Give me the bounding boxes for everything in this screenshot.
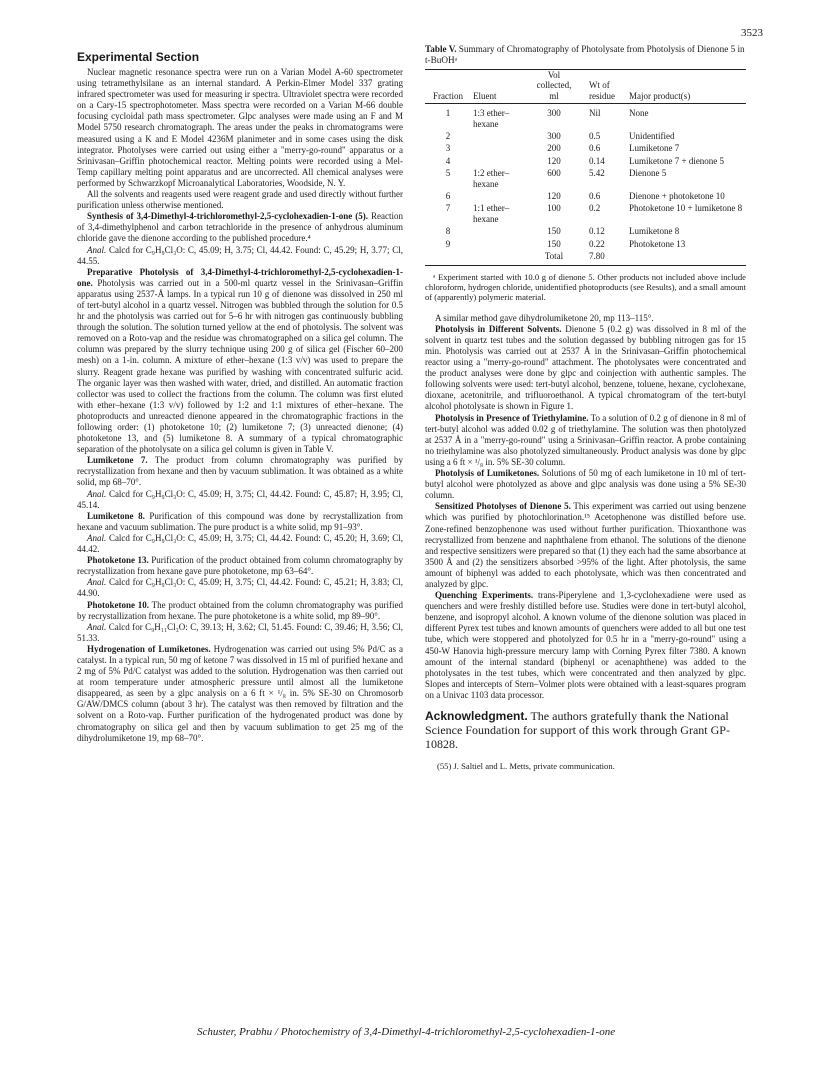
table-row	[425, 167, 746, 190]
paragraph-text: The product from column chromatography was purified by recrystallization from hexane and then by vacuum sublimation. It was obtained as a white solid, mp 68–70°.	[77, 455, 403, 488]
paragraph	[425, 313, 746, 324]
cell-weight: Nil	[589, 108, 601, 119]
page-number: 3523	[741, 27, 763, 39]
cell-fraction: 5	[445, 168, 451, 179]
cell-eluent: 1:2 ether–hexane	[473, 168, 510, 189]
cell-product: Photoketone 13	[629, 238, 686, 249]
cell-product: None	[629, 108, 649, 119]
reference-55: (55) J. Saltiel and L. Metts, private communication.	[437, 761, 615, 771]
cell-eluent: 1:3 ether–hexane	[473, 108, 510, 129]
header-weight: Wt of residue	[579, 70, 627, 104]
paragraph	[77, 600, 403, 622]
cell-volume: 150	[547, 238, 561, 249]
cell-product: Lumiketone 8	[629, 226, 680, 237]
paragraph	[77, 555, 403, 577]
right-column	[425, 44, 746, 771]
paragraph	[77, 189, 403, 211]
cell-fraction: 8	[445, 226, 451, 237]
cell-fraction: 3	[445, 143, 451, 154]
acknowledgment	[425, 709, 746, 751]
cell-weight: 0.6	[589, 191, 601, 202]
table-row	[425, 238, 746, 250]
paragraph	[77, 511, 403, 533]
acknowledgment-text: The authors gratefully thank the National Science Foundation for support of this work through Grant GP-10828.	[425, 709, 730, 751]
cell-weight: 0.5	[589, 131, 601, 142]
paragraph-text: To a solution of 0.2 g of dienone in 8 ml of tert-butyl alcohol was added 0.02 g of triethylamine. The solution was then photolyzed at 2537 Å in a "merry-go-round" using a Srinivasan–Griffin reactor. A probe containing no triethylamine was also photolyzed simultaneously. Product analysis was done by glpc using a 6 ft × ¹/₈ in. 5% SE-30 column.	[425, 412, 746, 467]
paragraph	[77, 533, 403, 555]
paragraph	[77, 245, 403, 267]
cell-volume: 200	[547, 143, 561, 154]
cell-weight: 0.6	[589, 143, 601, 154]
header-fraction: Fraction	[425, 70, 471, 104]
table-row	[425, 155, 746, 167]
table-row	[425, 202, 746, 225]
paragraph	[77, 489, 403, 511]
cell-volume: 150	[547, 226, 561, 237]
table-row	[425, 225, 746, 237]
table-total-row	[425, 250, 746, 265]
paragraph-text: Purification of this compound was done by recrystallization from hexane and vacuum sublimation. The pure product is a white solid, mp 91–93°.	[77, 510, 403, 532]
cell-fraction: 2	[445, 131, 451, 142]
cell-eluent: 1:1 ether–hexane	[473, 203, 510, 224]
cell-volume: 100	[547, 203, 561, 214]
paragraph-text: Calcd for C₉H₉Cl₃O: C, 45.09; H, 3.75; Cl, 44.42. Found: C, 45.20; H, 3.69; Cl, 44.42.	[77, 532, 403, 555]
cell-fraction: 7	[445, 203, 451, 214]
paragraph-heading: Hydrogenation of Lumiketones.	[87, 643, 211, 654]
cell-volume: 120	[547, 155, 561, 166]
paragraph-text: A similar method gave dihydrolumiketone 20, mp 113–115°.	[435, 312, 654, 323]
paragraph-heading: Anal.	[87, 488, 107, 499]
paragraph	[425, 468, 746, 501]
paragraph-heading: Photoketone 13.	[87, 555, 149, 566]
paragraph-text: trans-Piperylene and 1,3-cyclohexadiene were used as quenchers and were freshly distilled before use. Studies were done in tert-butyl alcohol, benzene, and isopropyl alcohol. A known volume of the dienone solution was placed in different Pyrex test tubes and known amounts of quenchers were added to all but one test tube, which were stoppered and photolyzed for 0.5 hr in a "merry-go-round" using a 450-W Hanovia high-pressure mercury lamp with Corning Pyrex filter 7380. A known amount of the internal standard (biphenyl or acenaphthene) was added to the photolysates in the test tubes, which were concentrated and then analyzed by glpc. Slopes and intercepts of Stern–Volmer plots were obtained with a least-squares program on a Univac 1103 data processor.	[425, 590, 746, 700]
paragraph	[77, 577, 403, 599]
paragraph	[77, 622, 403, 644]
cell-eluent	[471, 238, 529, 250]
paragraph-heading: Photolysis in Presence of Triethylamine.	[435, 412, 589, 423]
cell-eluent	[471, 155, 529, 167]
table-title: Summary of Chromatography of Photolysate from Photolysis of Dienone 5 in t-BuOHᵃ	[425, 44, 745, 65]
cell-weight: 0.22	[589, 238, 605, 249]
paragraph	[425, 590, 746, 701]
cell-volume: 600	[547, 168, 561, 179]
header-eluent: Eluent	[471, 70, 529, 104]
total-value: 7.80	[579, 250, 627, 265]
paragraph-heading: Quenching Experiments.	[435, 590, 534, 601]
paragraph	[425, 501, 746, 590]
paragraph-text: Hydrogenation was carried out using 5% Pd/C as a catalyst. In a typical run, 50 mg of ketone 7 was dissolved in 15 ml of purified hexane and 2 mg of 5% Pd/C catalyst was added to the solution. Hydrogenation was then carried out at room temperature under atmospheric pressure until almost all the lumiketone disappeared, as seen by a glpc analysis on a 6 ft × ¹/₈ in. 5% SE-30 on Chromosorb G/AW/DMCS column (about 3 hr). The catalyst was then removed by filtration and the solvent on a Roto-vap. Further purification of the hydrogenated product was done by chromatography on silica gel and then by vacuum sublimation to get 25 mg of the dihydrolumiketone 19, mp 68–70°.	[77, 643, 404, 743]
paragraph	[77, 267, 403, 456]
table-row	[425, 104, 746, 130]
cell-fraction: 1	[445, 108, 451, 119]
table-footnote: ᵃ Experiment started with 10.0 g of dienone 5. Other products not included above include chloroform, hydrogen chloride, unidentified photoproducts (see Results), and a small amount of (apparently) polymeric material.	[425, 271, 746, 303]
table-header-row	[425, 70, 746, 104]
paragraph-text: Dienone 5 (0.2 g) was dissolved in 8 ml of the solvent in quartz test tubes and the solution degassed by bubbling nitrogen gas for 15 min. Photolysis was carried out at 2537 Å in the Srinivasan–Griffin photochemical reactor using a "merry-go-round" attachment. The photolysates were concentrated and the product analyses were done by glpc and coinjection with authentic samples. The following solvents were used: tert-butyl alcohol, benzene, toluene, hexane, cyclohexane, dioxane, acetonitrile, and trifluoroethanol. A typical chromatogram of the tert-butyl alcohol photolysate is shown in Figure 1.	[425, 323, 746, 412]
paragraph-text: Calcd for C₉H₉Cl₃O: C, 45.09; H, 3.75; Cl, 44.42. Found: C, 45.21; H, 3.83; Cl, 44.90.	[77, 577, 403, 599]
paragraph-text: Solutions of 50 mg of each lumiketone in 10 ml of tert-butyl alcohol were photolyzed as above and glpc analysis was done using a 5% SE-30 column.	[425, 468, 746, 501]
paragraph-heading: Anal.	[87, 577, 107, 588]
table-caption	[425, 44, 746, 66]
header-volume: Vol collected, ml	[529, 70, 579, 104]
cell-volume: 300	[547, 108, 561, 119]
paragraph-heading: Preparative Photolysis of 3,4-Dimethyl-4-trichloromethyl-2,5-cyclohexadien-1-one.	[77, 266, 403, 288]
table-row	[425, 130, 746, 142]
paragraph-text: Nuclear magnetic resonance spectra were run on a Varian Model A-60 spectrometer using tetramethylsilane as an internal standard. A Perkin-Elmer Model 337 grating infrared spectrometer was used for measuring ir spectra. Ultraviolet spectra were recorded on a Cary-15 spectrophotometer. Mass spectra were recorded on a Varian M-66 double focusing cycloidal path mass spectrometer. Glpc analyses were made using an F and M Model 5750 research chromatograph. The areas under the peaks in chromatograms were measured using a K and E Model 4236M planimeter and in some cases using the disk integrator. Photolyses were carried out using either a "merry-go-round" apparatus or a Srinivasan–Griffin photochemical reactor. Melting points were recorded using a Mel-Temp capillary melting point apparatus and are uncorrected. All chemical analyses were performed by Schwarzkopf Microanalytical Laboratories, Woodside, N. Y.	[77, 67, 403, 188]
cell-product: Lumiketone 7 + dienone 5	[629, 155, 725, 166]
cell-product: Dienone 5	[629, 168, 667, 179]
cell-eluent	[471, 190, 529, 202]
cell-eluent	[471, 130, 529, 142]
cell-eluent	[471, 225, 529, 237]
paragraph	[77, 644, 403, 744]
paragraph	[425, 324, 746, 413]
paragraph-heading: Photolysis of Lumiketones.	[435, 468, 540, 479]
paragraph-heading: Sensitized Photolyses of Dienone 5.	[435, 501, 571, 512]
paragraph-text: Reaction of 3,4-dimethylphenol and carbon tetrachloride in the presence of anhydrous aluminum chloride gave the dienone according to the published procedure.⁴	[77, 211, 403, 244]
paragraph-text: The product obtained from the column chromatography was purified by recrystallization from hexane. The pure photoketone is a white solid, mp 89–90°.	[77, 599, 403, 621]
table-row	[425, 190, 746, 202]
cell-fraction: 6	[445, 191, 451, 202]
cell-weight: 0.12	[589, 226, 605, 237]
paragraph	[77, 211, 403, 244]
paragraph-text: All the solvents and reagents used were reagent grade and used directly without further purification unless otherwise mentioned.	[77, 189, 403, 211]
cell-eluent	[471, 142, 529, 154]
cell-weight: 5.42	[589, 168, 605, 179]
cell-volume: 120	[547, 191, 561, 202]
section-title: Experimental Section	[77, 50, 200, 64]
total-label: Total	[529, 250, 579, 265]
paragraph-heading: Anal.	[87, 532, 107, 543]
paragraph-heading: Lumiketone 7.	[87, 455, 148, 466]
paragraph-heading: Anal.	[87, 621, 107, 632]
chromatography-table	[425, 69, 746, 266]
paragraph-heading: Photolysis in Different Solvents.	[435, 323, 562, 334]
paragraph-heading: Anal.	[87, 244, 107, 255]
cell-product: Lumiketone 7	[629, 143, 680, 154]
cell-product: Photoketone 10 + lumiketone 8	[629, 203, 743, 214]
paragraph	[77, 67, 403, 189]
paragraph-text: Calcd for C₉H₉Cl₃O: C, 45.09; H, 3.75; Cl, 44.42. Found: C, 45.87; H, 3.95; Cl, 45.14.	[77, 488, 403, 510]
paragraph	[425, 413, 746, 468]
table-row	[425, 142, 746, 154]
cell-product: Unidentified	[629, 131, 675, 142]
paragraph-text: Photolysis was carried out in a 500-ml quartz vessel in the Srinivasan–Griffin apparatus using 2537-Å lamps. In a typical run 10 g of dienone was dissolved in 250 ml of tert-butyl alcohol in a quartz vessel. Nitrogen was bubbled through the solution for 0.5 hr and the photolysis was carried out for 5–6 hr with nitrogen gas continuously bubbling through the solution. The solution turned yellow at the end of photolysis. The solvent was removed on a Roto-vap and the residue was chromatographed on a silica gel column. The column was prepared by the slurry technique using 200 g of silica gel (Fischer 60–200 mesh) on a 1-in. column. A mixture of ether–hexane (1:3 v/v) was used to prepare the slurry. Reagent grade hexane was purified by washing with concentrated sulfuric acid. The organic layer was then washed with water, dried, and distilled. An automatic fraction collector was used to collect the fractions from the column. The column was first eluted with ether–hexane (1:3 v/v) followed by 1:2 and 1:1 mixtures of ether–hexane. The photoproducts and unreacted dienone appeared in the chromatographic fractions in the following order: (1) photoketone 10; (2) lumiketone 7; (3) unreacted dienone; (4) photoketone 13, and (5) lumiketone 8. A summary of a typical chromatographic separation of the photolysate on a silica gel column is given in Table V.	[77, 277, 403, 455]
acknowledgment-title: Acknowledgment.	[425, 709, 528, 723]
cell-product: Dienone + photoketone 10	[629, 191, 725, 202]
paragraph-text: Calcd for C₉H₁₁Cl₃O: C, 39.13; H, 3.62; Cl, 51.45. Found: C, 39.46; H, 3.56; Cl, 51.33.	[77, 621, 403, 643]
paragraph-text: This experiment was carried out using benzene which was purified by photochlorination.¹⁵ Acetophenone was distilled before use. Zone-refined benzophenone was used without further purification. Thioxanthone was recrystallized from benzene and naphthalene from ethanol. The solutions of the dienone and respective sensitizers were prepared so that (1) they each had the same absorbance at 3500 Å and (2) the sensitizers absorbed >95% of the light. After photolysis, the same amount of biphenyl was added to each photolysate, which was then concentrated and analyzed by glpc.	[425, 501, 746, 589]
paragraph-text: Purification of the product obtained from column chromatography by recrystallization from hexane gave pure photoketone, mp 63–64°.	[77, 555, 404, 577]
cell-fraction: 9	[445, 238, 451, 249]
paragraph-heading: Photoketone 10.	[87, 599, 149, 610]
running-footer: Schuster, Prabhu / Photochemistry of 3,4-Dimethyl-4-trichloromethyl-2,5-cyclohexadien-1-one	[197, 1026, 616, 1038]
paragraph-heading: Lumiketone 8.	[87, 510, 145, 521]
table-label: Table V.	[425, 44, 457, 54]
cell-weight: 0.2	[589, 203, 601, 214]
cell-fraction: 4	[445, 155, 451, 166]
paragraph-heading: Synthesis of 3,4-Dimethyl-4-trichloromethyl-2,5-cyclohexadien-1-one (5).	[87, 211, 369, 222]
paragraph	[77, 455, 403, 488]
paragraph-text: Calcd for C₉H₉Cl₃O: C, 45.09; H, 3.75; Cl, 44.42. Found: C, 45.29; H, 3.77; Cl, 44.55.	[77, 244, 403, 266]
cell-volume: 300	[547, 131, 561, 142]
cell-weight: 0.14	[589, 155, 605, 166]
left-column	[77, 44, 403, 744]
header-products: Major product(s)	[627, 70, 746, 104]
